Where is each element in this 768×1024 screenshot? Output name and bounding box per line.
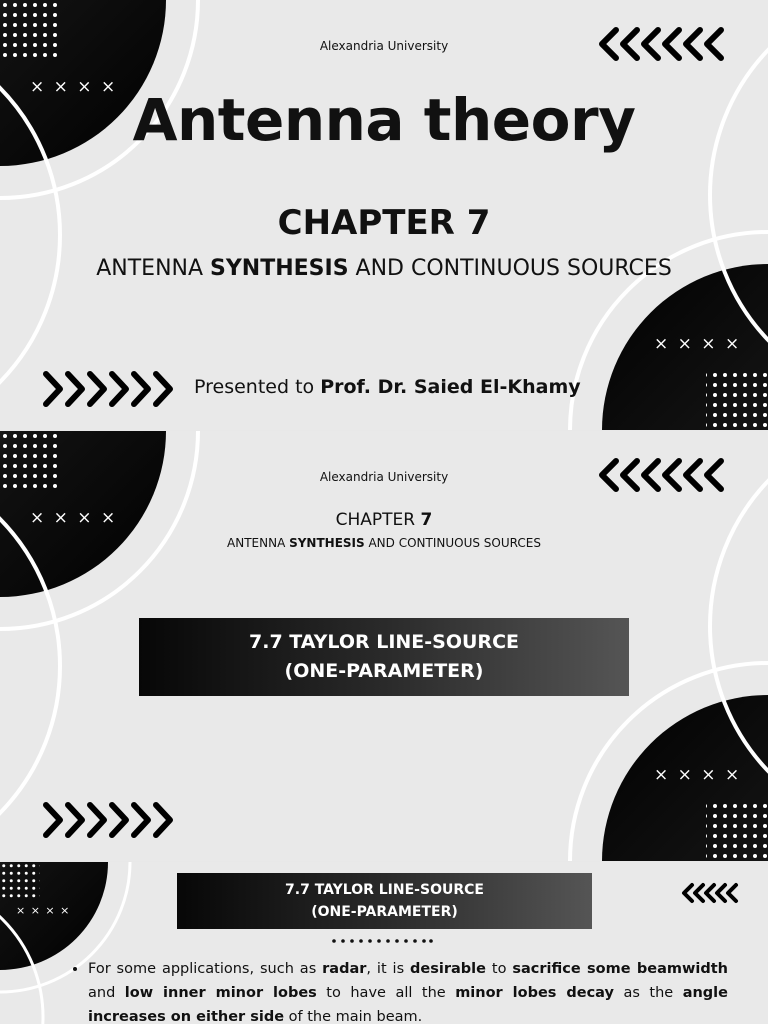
subtitle-bold: SYNTHESIS xyxy=(210,256,349,281)
dot-grid-icon xyxy=(2,862,40,898)
chapter-subtitle xyxy=(0,256,768,281)
university-name: Alexandria University xyxy=(319,39,449,53)
bullet-text: as the xyxy=(613,985,683,1001)
bullet-bold: desirable xyxy=(410,961,486,977)
banner-line: (ONE-PARAMETER) xyxy=(311,904,458,920)
presentation-title: Antenna theory xyxy=(132,86,636,154)
banner-line: 7.7 TAYLOR LINE-SOURCE xyxy=(285,882,484,898)
chapter-label: CHAPTER xyxy=(335,510,421,530)
subtitle-text: ANTENNA xyxy=(227,536,290,550)
section-banner xyxy=(177,873,592,929)
bullet-text: to xyxy=(485,961,513,977)
bullet-bold: radar xyxy=(322,961,367,977)
presented-prefix: Presented to xyxy=(194,376,321,398)
bullet-item xyxy=(88,957,728,1024)
chevrons-right-icon xyxy=(46,374,170,404)
x-marks: × × × × xyxy=(30,508,118,528)
bullet-list xyxy=(72,957,728,1024)
x-marks: × × × × xyxy=(654,334,742,354)
section-slide xyxy=(0,431,768,861)
chapter-number: 7 xyxy=(420,510,433,530)
university-name: Alexandria University xyxy=(319,470,449,484)
presenter-line xyxy=(194,376,581,398)
bullet-text: of the main beam. xyxy=(284,1009,423,1024)
bullet-text: to have all the xyxy=(316,985,456,1001)
content-slide xyxy=(0,862,768,1024)
section-banner xyxy=(139,618,629,696)
subtitle-text: AND CONTINUOUS SOURCES xyxy=(364,536,541,550)
bullet-text: For some applications, such as xyxy=(88,961,323,977)
chevrons-right-icon xyxy=(46,805,170,835)
chapter-subtitle xyxy=(0,536,768,550)
bullet-text: and xyxy=(88,985,125,1001)
bullet-bold: low inner minor lobes xyxy=(124,985,317,1001)
dot-row-icon xyxy=(332,939,433,943)
subtitle-text: ANTENNA xyxy=(96,256,211,281)
presenter-name: Prof. Dr. Saied El-Khamy xyxy=(320,376,581,398)
subtitle-bold: SYNTHESIS xyxy=(289,536,365,550)
dot-grid-icon xyxy=(706,803,768,861)
chapter-heading: CHAPTER 7 xyxy=(277,203,491,243)
subtitle-text: AND CONTINUOUS SOURCES xyxy=(348,256,672,281)
title-slide xyxy=(0,0,768,430)
bullet-text: , it is xyxy=(366,961,411,977)
x-marks: × × × × xyxy=(16,904,71,917)
chapter-heading xyxy=(0,510,768,530)
banner-line: (ONE-PARAMETER) xyxy=(284,660,484,682)
chevrons-left-icon xyxy=(684,885,736,901)
dot-grid-icon xyxy=(706,372,768,430)
banner-line: 7.7 TAYLOR LINE-SOURCE xyxy=(249,631,519,653)
bullet-bold: angle increases on either side xyxy=(88,985,728,1024)
x-marks: × × × × xyxy=(30,77,118,97)
bullet-bold: sacrifice some beamwidth xyxy=(512,961,728,977)
bullet-bold: minor lobes decay xyxy=(455,985,614,1001)
x-marks: × × × × xyxy=(654,765,742,785)
